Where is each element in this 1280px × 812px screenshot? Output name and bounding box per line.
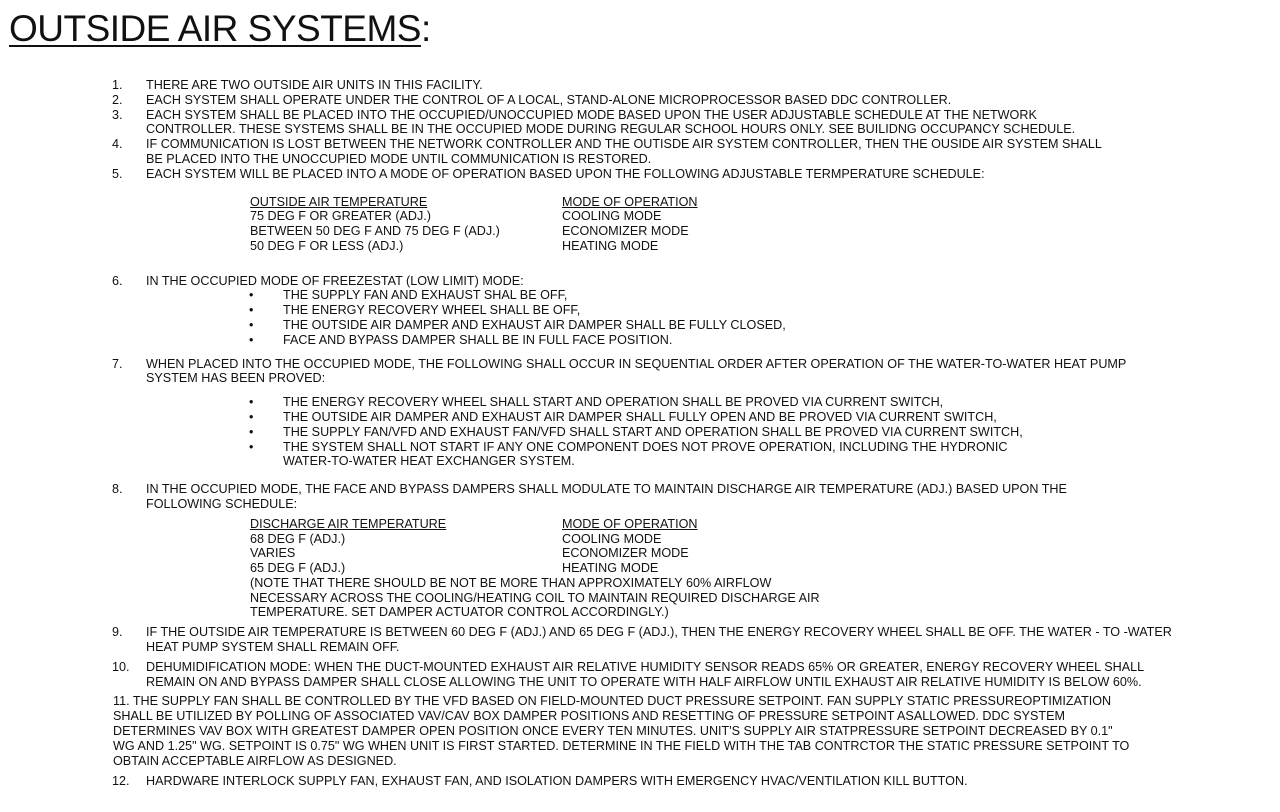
bullet-text: THE ENERGY RECOVERY WHEEL SHALL START AND OPERATION SHALL BE PROVED VIA CURRENT SWITCH,	[283, 395, 944, 410]
item-number: 5.	[112, 166, 123, 181]
bullet-text: THE SYSTEM SHALL NOT START IF ANY ONE COMPONENT DOES NOT PROVE OPERATION, INCLUDING THE HYDRONIC	[283, 439, 1008, 454]
page-title	[9, 8, 431, 50]
table-cell: 50 DEG F OR LESS (ADJ.)	[250, 238, 404, 253]
list-item-1	[0, 78, 1280, 93]
item-text: FOLLOWING SCHEDULE:	[146, 496, 298, 511]
item-text: EACH SYSTEM WILL BE PLACED INTO A MODE OF OPERATION BASED UPON THE FOLLOWING ADJUSTABLE TERMPERATURE SCHEDULE:	[146, 166, 985, 181]
table-cell: ECONOMIZER MODE	[562, 224, 689, 239]
list-item-7	[0, 357, 1280, 387]
item-number: 1.	[112, 78, 123, 92]
list-item-2	[0, 93, 1280, 108]
item-text: HEAT PUMP SYSTEM SHALL REMAIN OFF.	[146, 639, 400, 654]
bullet-text: THE OUTSIDE AIR DAMPER AND EXHAUST AIR DAMPER SHALL FULLY OPEN AND BE PROVED VIA CURRENT SWITCH,	[283, 409, 997, 424]
list-item-8	[0, 482, 1280, 512]
discharge-air-temperature-schedule	[0, 517, 1280, 576]
bullet-glyph: •	[249, 332, 254, 347]
item-text: THERE ARE TWO OUTSIDE AIR UNITS IN THIS FACILITY.	[146, 78, 483, 92]
list-item-5	[0, 167, 1280, 182]
table-cell: HEATING MODE	[562, 238, 659, 253]
item-text: EACH SYSTEM SHALL BE PLACED INTO THE OCCUPIED/UNOCCUPIED MODE BASED UPON THE USER ADJUSTABLE SCHEDULE AT THE NETWORK	[146, 107, 1037, 122]
bullet-text: THE ENERGY RECOVERY WHEEL SHALL BE OFF,	[283, 303, 581, 318]
list-item-3	[0, 108, 1280, 138]
list-item-9	[0, 625, 1280, 655]
bullet-glyph: •	[249, 317, 254, 332]
item-number: 9.	[112, 625, 123, 640]
column-header: MODE OF OPERATION	[562, 194, 698, 209]
table-cell: 65 DEG F (ADJ.)	[250, 561, 346, 576]
bullet-item	[0, 318, 1280, 333]
bullet-glyph: •	[249, 395, 254, 410]
item-text: IN THE OCCUPIED MODE OF FREEZESTAT (LOW LIMIT) MODE:	[146, 273, 524, 288]
schedule-column-temperature	[250, 195, 500, 254]
item-number: 7.	[112, 356, 123, 371]
note-text: TEMPERATURE. SET DAMPER ACTUATOR CONTROL ACCORDINGLY.)	[250, 605, 669, 620]
bullet-text: THE SUPPLY FAN AND EXHAUST SHAL BE OFF,	[283, 288, 568, 303]
item-text: IF THE OUTSIDE AIR TEMPERATURE IS BETWEEN 60 DEG F (ADJ.) AND 65 DEG F (ADJ.), THEN THE ENERGY RECOVERY WHEEL SHALL BE OFF. THE WATER - TO -WATER	[146, 625, 1172, 640]
note-text: (NOTE THAT THERE SHOULD BE NOT BE MORE THAN APPROXIMATELY 60% AIRFLOW	[250, 575, 772, 590]
bullet-item	[0, 288, 1280, 303]
bullet-item	[0, 425, 1280, 440]
bullet-item	[0, 333, 1280, 348]
item-number: 4.	[112, 137, 123, 152]
note-text: NECESSARY ACROSS THE COOLING/HEATING COIL TO MAINTAIN REQUIRED DISCHARGE AIR	[250, 590, 820, 605]
item-number: 3.	[112, 107, 123, 122]
item-number: 6.	[112, 273, 123, 288]
item-text: EACH SYSTEM SHALL OPERATE UNDER THE CONTROL OF A LOCAL, STAND-ALONE MICROPROCESSOR BASED DDC CONTROLLER.	[146, 92, 952, 107]
item-text: CONTROLLER. THESE SYSTEMS SHALL BE IN THE OCCUPIED MODE DURING REGULAR SCHOOL HOURS ONLY. SEE BUILIDNG OCCUPANCY SCHEDULE.	[146, 122, 1076, 137]
bullet-glyph: •	[249, 439, 254, 454]
bullet-glyph: •	[249, 303, 254, 318]
title-colon: :	[420, 8, 431, 49]
item-text: IF COMMUNICATION IS LOST BETWEEN THE NETWORK CONTROLLER AND THE OUTISDE AIR SYSTEM CONTROLLER, THEN THE OUSIDE AIR SYSTEM SHALL	[146, 137, 1102, 152]
item-text: HARDWARE INTERLOCK SUPPLY FAN, EXHAUST FAN, AND ISOLATION DAMPERS WITH EMERGENCY HVAC/VENTILATION KILL BUTTON.	[146, 774, 968, 789]
list-item-11	[0, 694, 1280, 768]
bullet-glyph: •	[249, 424, 254, 439]
schedule-column-temperature	[250, 517, 446, 576]
item-text: WG AND 1.25" WG. SETPOINT IS 0.75" WG WHEN UNIT IS FIRST STARTED. DETERMINE IN THE FIELD WITH THE TAB CONTRCTOR THE STATIC PRESSURE SETPOINT TO	[113, 738, 1130, 753]
item-text: SYSTEM HAS BEEN PROVED:	[146, 371, 326, 386]
item-text: DEHUMIDIFICATION MODE: WHEN THE DUCT-MOUNTED EXHAUST AIR RELATIVE HUMIDITY SENSOR READS 65% OR GREATER, ENERGY RECOVERY WHEEL SHALL	[146, 659, 1145, 674]
item-text: SHALL BE UTILIZED BY POLLING OF ASSOCIATED VAV/CAV BOX DAMPER POSITIONS AND RESETTING OF PRESSURE SETPOINT ASALLOWED. DDC SYSTEM	[113, 709, 1065, 724]
bullet-item	[0, 303, 1280, 318]
bullet-item	[0, 440, 1280, 470]
item-text: OBTAIN ACCEPTABLE AIRFLOW AS DESIGNED.	[113, 753, 397, 768]
table-cell: 75 DEG F OR GREATER (ADJ.)	[250, 209, 431, 224]
table-cell: BETWEEN 50 DEG F AND 75 DEG F (ADJ.)	[250, 224, 500, 239]
column-header: OUTSIDE AIR TEMPERATURE	[250, 194, 428, 209]
airflow-note	[0, 576, 1280, 620]
list-item-6	[0, 274, 1280, 289]
bullet-text: THE SUPPLY FAN/VFD AND EXHAUST FAN/VFD SHALL START AND OPERATION SHALL BE PROVED VIA CURRENT SWITCH,	[283, 424, 1023, 439]
item-number: 12.	[112, 774, 130, 789]
bullet-text: FACE AND BYPASS DAMPER SHALL BE IN FULL FACE POSITION.	[283, 332, 673, 347]
item-number: 2.	[112, 92, 123, 107]
item-text: REMAIN ON AND BYPASS DAMPER SHALL CLOSE ALLOWING THE UNIT TO OPERATE WITH HALF AIRFLOW UNTIL EXHAUST AIR RELATIVE HUMIDITY IS BELOW 60%.	[146, 674, 1142, 689]
outside-air-temperature-schedule	[0, 195, 1280, 254]
table-cell: HEATING MODE	[562, 561, 659, 576]
bullet-item	[0, 395, 1280, 410]
table-cell: ECONOMIZER MODE	[562, 546, 689, 561]
bullet-glyph: •	[249, 288, 254, 303]
occupied-mode-bullet-list	[0, 395, 1280, 469]
item-text: BE PLACED INTO THE UNOCCUPIED MODE UNTIL COMMUNICATION IS RESTORED.	[146, 151, 652, 166]
bullet-item	[0, 410, 1280, 425]
schedule-column-mode	[562, 517, 698, 576]
item-text: 11. THE SUPPLY FAN SHALL BE CONTROLLED BY THE VFD BASED ON FIELD-MOUNTED DUCT PRESSURE SETPOINT. FAN SUPPLY STATIC PRESSUREOPTIMIZATION	[113, 694, 1112, 709]
list-item-4	[0, 137, 1280, 167]
item-text: WHEN PLACED INTO THE OCCUPIED MODE, THE FOLLOWING SHALL OCCUR IN SEQUENTIAL ORDER AFTER OPERATION OF THE WATER-TO-WATER HEAT PUMP	[146, 356, 1127, 371]
schedule-column-mode	[562, 195, 698, 254]
item-text: IN THE OCCUPIED MODE, THE FACE AND BYPASS DAMPERS SHALL MODULATE TO MAINTAIN DISCHARGE AIR TEMPERATURE (ADJ.) BASED UPON THE	[146, 482, 1067, 497]
table-cell: 68 DEG F (ADJ.)	[250, 531, 346, 546]
table-cell: VARIES	[250, 546, 296, 561]
list-item-10	[0, 660, 1280, 690]
title-text: OUTSIDE AIR SYSTEMS	[9, 8, 421, 49]
column-header: MODE OF OPERATION	[562, 516, 698, 531]
sequence-list	[0, 78, 1280, 789]
table-cell: COOLING MODE	[562, 531, 662, 546]
freezestat-bullet-list	[0, 288, 1280, 347]
item-text: DETERMINES VAV BOX WITH GREATEST DAMPER OPEN POSITION ONCE EVERY TEN MINUTES. UNIT'S SUPPLY AIR STATPRESSURE SETPOINT DECREASED BY 0.1"	[113, 723, 1113, 738]
column-header: DISCHARGE AIR TEMPERATURE	[250, 516, 447, 531]
list-item-12	[0, 774, 1280, 789]
item-number: 8.	[112, 482, 123, 497]
bullet-glyph: •	[249, 409, 254, 424]
bullet-text: WATER-TO-WATER HEAT EXCHANGER SYSTEM.	[283, 454, 575, 469]
item-number: 10.	[112, 659, 130, 674]
table-cell: COOLING MODE	[562, 209, 662, 224]
bullet-text: THE OUTSIDE AIR DAMPER AND EXHAUST AIR DAMPER SHALL BE FULLY CLOSED,	[283, 317, 786, 332]
